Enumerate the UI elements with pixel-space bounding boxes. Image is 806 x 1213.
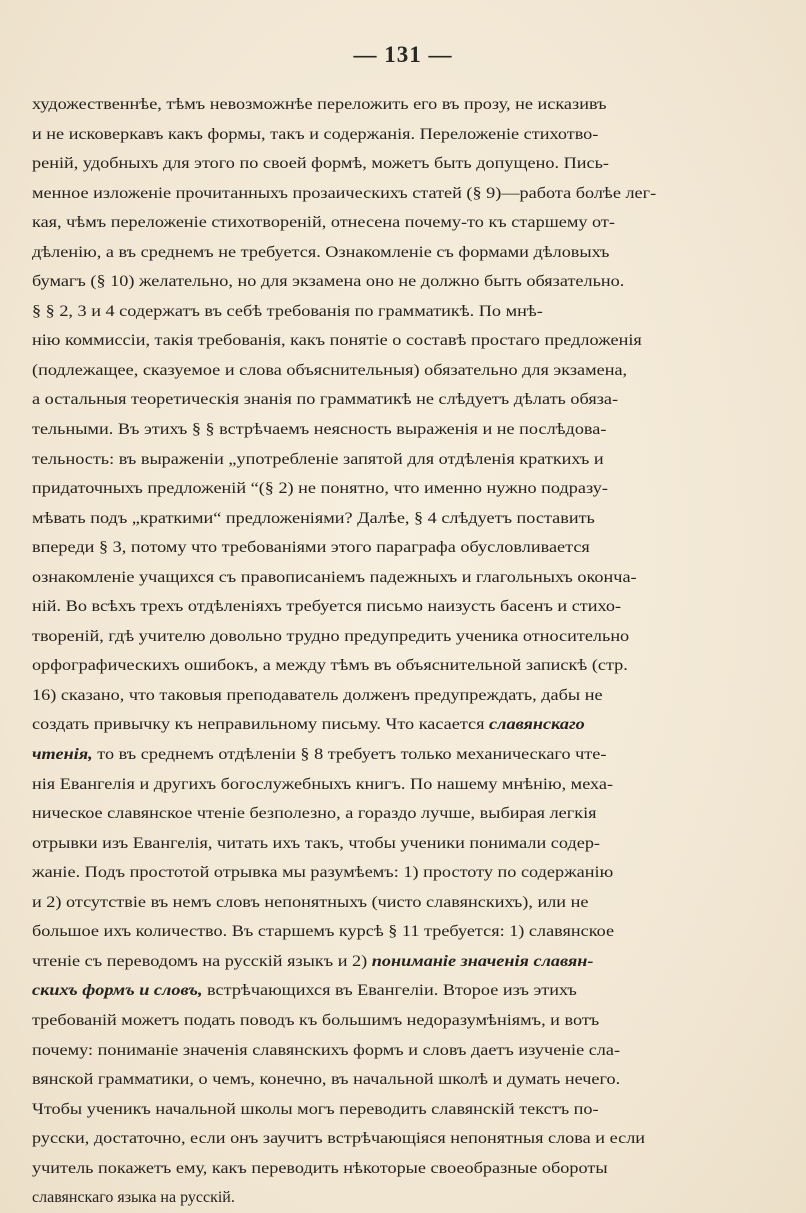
text-segment: 16) сказано, что таковыя преподаватель долженъ предупреждать, дабы не	[32, 686, 603, 704]
text-segment: и 2) отсутствіе въ немъ словъ непонятныхъ (чисто славянскихъ), или не	[32, 893, 589, 911]
text-line	[32, 740, 772, 770]
text-segment: Чтобы ученикъ начальной школы могъ переводить славянскій текстъ по-	[32, 1100, 599, 1118]
text-segment: бумагъ (§ 10) желательно, но для экзамена оно не должно быть обязательно.	[32, 273, 625, 291]
text-line	[32, 415, 772, 445]
text-line	[32, 592, 772, 622]
text-line	[32, 267, 772, 297]
text-line	[32, 208, 772, 238]
text-line	[32, 917, 772, 947]
text-segment: ническое славянское чтеніе безполезно, а гораздо лучше, выбирая легкія	[32, 805, 597, 823]
text-line	[32, 710, 772, 740]
text-segment: нію коммиссіи, такія требованія, какъ понятіе о составѣ простаго предложенія	[32, 332, 642, 350]
text-line	[32, 858, 772, 888]
text-segment: тельность: въ выраженіи „употребленіе запятой для отдѣленія краткихъ и	[32, 450, 604, 468]
text-segment: ній. Во всѣхъ трехъ отдѣленіяхъ требуется письмо наизусть басенъ и стихо-	[32, 598, 622, 616]
text-line	[32, 770, 772, 800]
text-line	[32, 681, 772, 711]
text-line	[32, 976, 772, 1006]
text-line	[32, 622, 772, 652]
text-line	[32, 533, 772, 563]
text-segment: менное изложеніе прочитанныхъ прозаическихъ статей (§ 9)—работа болѣе лег-	[32, 184, 657, 202]
text-segment: встрѣчающихся въ Евангеліи. Второе изъ этихъ	[202, 982, 577, 1000]
text-segment: (подлежащее, сказуемое и слова объяснительныя) обязательно для экзамена,	[32, 361, 628, 379]
text-line	[32, 947, 772, 977]
emphasized-text: скихъ формъ и словъ,	[32, 982, 203, 1000]
text-line	[32, 1065, 772, 1095]
emphasized-text: чтенія,	[32, 746, 93, 764]
text-segment: ознакомленіе учащихся съ правописаніемъ падежныхъ и глагольныхъ оконча-	[32, 568, 637, 586]
text-line	[32, 445, 772, 475]
text-line	[32, 1036, 772, 1066]
text-segment: твореній, гдѣ учителю довольно трудно предупредить ученика относительно	[32, 627, 630, 645]
text-line	[32, 385, 772, 415]
text-line	[32, 326, 772, 356]
text-segment: придаточныхъ предложеній “(§ 2) не понятно, что именно нужно подразу-	[32, 480, 608, 498]
text-segment: орфографическихъ ошибокъ, а между тѣмъ въ объяснительной запискѣ (стр.	[32, 657, 628, 675]
text-line	[32, 888, 772, 918]
text-segment: художественнѣе, тѣмъ невозможнѣе переложить его въ прозу, не исказивъ	[32, 96, 607, 113]
text-line	[32, 1006, 772, 1036]
text-line	[32, 179, 772, 209]
emphasized-text: славянскаго	[489, 716, 585, 734]
text-line	[32, 799, 772, 829]
text-segment: создать привычку къ неправильному письму. Что касается	[32, 716, 490, 734]
text-line	[32, 356, 772, 386]
text-segment: дѣленію, а въ среднемъ не требуется. Ознакомленіе съ формами дѣловыхъ	[32, 243, 610, 261]
text-segment: русски, достаточно, если онъ заучитъ встрѣчающіяся непонятныя слова и если	[32, 1130, 646, 1148]
text-line	[32, 1183, 682, 1213]
text-line	[32, 563, 772, 593]
text-segment: вянской грамматики, о чемъ, конечно, въ начальной школѣ и думать нечего.	[32, 1071, 621, 1089]
text-segment: и не исковеркавъ какъ формы, такъ и содержанія. Переложеніе стихотво-	[32, 125, 599, 143]
text-segment: жаніе. Подъ простотой отрывка мы разумѣемъ: 1) простоту по содержанію	[32, 864, 614, 882]
text-line	[32, 1154, 772, 1184]
text-segment: славянскаго языка на русскій.	[32, 1189, 235, 1207]
text-segment: требованій можетъ подать поводъ къ большимъ недоразумѣніямъ, и вотъ	[32, 1011, 600, 1029]
text-line	[32, 504, 772, 534]
text-segment: чтеніе съ переводомъ на русскій языкъ и 2)	[32, 952, 372, 970]
text-segment: нія Евангелія и другихъ богослужебныхъ книгъ. По нашему мнѣнію, меха-	[32, 775, 614, 793]
text-segment: тельными. Въ этихъ § § встрѣчаемъ неясность выраженія и не послѣдова-	[32, 421, 607, 439]
text-line	[32, 120, 772, 150]
text-line	[32, 1095, 772, 1125]
text-line	[32, 149, 772, 179]
text-segment: мѣвать подъ „краткими“ предложеніями? Далѣе, § 4 слѣдуетъ поставить	[32, 509, 595, 527]
text-segment: учитель покажетъ ему, какъ переводить нѣкоторые своеобразные обороты	[32, 1159, 608, 1177]
page-number: — 131 —	[353, 42, 453, 67]
text-line	[32, 1124, 772, 1154]
text-segment: впереди § 3, потому что требованіями этого параграфа обусловливается	[32, 539, 590, 557]
text-segment: отрывки изъ Евангелія, читать ихъ такъ, чтобы ученики понимали содер-	[32, 834, 600, 852]
text-segment: кая, чѣмъ переложеніе стихотвореній, отнесена почему-то къ старшему от-	[32, 214, 615, 232]
text-line	[32, 829, 772, 859]
text-line	[32, 474, 772, 504]
emphasized-text: пониманіе значенія славян-	[371, 952, 594, 970]
text-segment: а остальныя теоретическія знанія по грамматикѣ не слѣдуетъ дѣлать обяза-	[32, 391, 619, 409]
text-line	[32, 651, 772, 681]
text-line	[32, 90, 772, 120]
text-segment: большое ихъ количество. Въ старшемъ курсѣ § 11 требуется: 1) славянское	[32, 923, 615, 941]
text-segment: то въ среднемъ отдѣленіи § 8 требуетъ только механическаго чте-	[92, 746, 607, 764]
text-line	[32, 297, 772, 327]
text-line	[32, 238, 772, 268]
text-segment: реній, удобныхъ для этого по своей формѣ, можетъ быть допущено. Пись-	[32, 155, 609, 173]
text-segment: § § 2, 3 и 4 содержатъ въ себѣ требованія по грамматикѣ. По мнѣ-	[32, 302, 543, 320]
text-segment: почему: пониманіе значенія славянскихъ формъ и словъ даетъ изученіе сла-	[32, 1041, 621, 1059]
body-text	[32, 90, 682, 1213]
